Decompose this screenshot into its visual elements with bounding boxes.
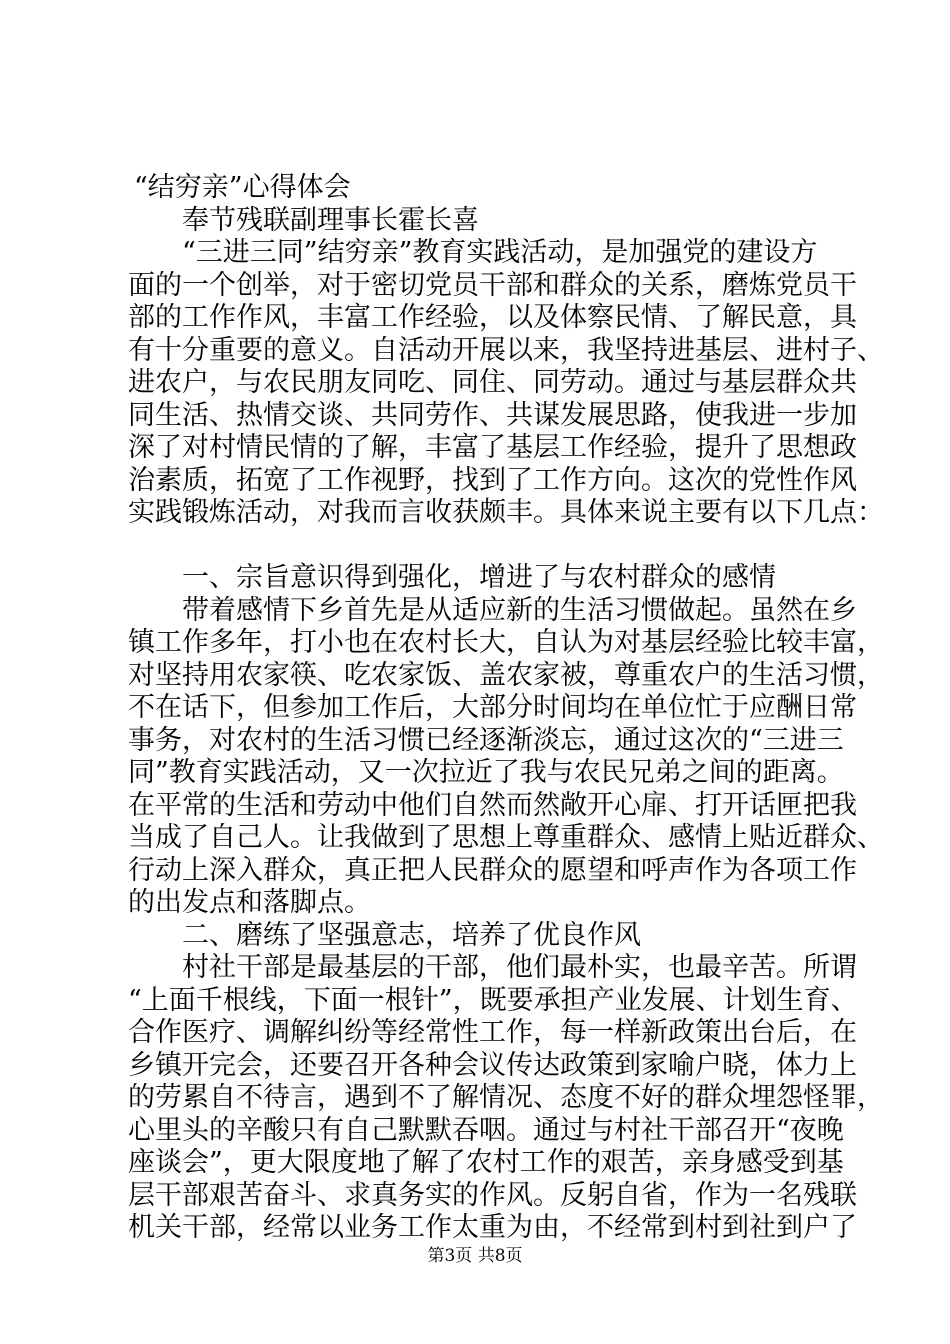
paragraph-line: 同生活、热情交谈、共同劳作、共谋发展思路，使我进一步加 (128, 399, 857, 431)
paragraph-line: 面的一个创举，对于密切党员干部和群众的关系，磨炼党员干 (128, 269, 857, 301)
paragraph-line: 对坚持用农家筷、吃农家饭、盖农家被，尊重农户的生活习惯， (128, 659, 884, 691)
paragraph-line: 部的工作作风，丰富工作经验，以及体察民情、了解民意，具 (128, 302, 857, 333)
paragraph-line: 的出发点和落脚点。 (128, 887, 371, 918)
document-title: “结穷亲”心得体会 (134, 172, 351, 203)
section-heading-1: 一、宗旨意识得到强化，增进了与农村群众的感情 (182, 562, 776, 593)
paragraph-line: 带着感情下乡首先是从适应新的生活习惯做起。虽然在乡 (182, 594, 857, 626)
paragraph-line: 座谈会”，更大限度地了解了农村工作的艰苦，亲身感受到基 (128, 1147, 844, 1178)
paragraph-line: “三进三同”结穷亲”教育实践活动，是加强党的建设方 (182, 237, 818, 268)
paragraph-line: 镇工作多年，打小也在农村长大，自认为对基层经验比较丰富， (128, 627, 884, 658)
paragraph-line: 深了对村情民情的了解，丰富了基层工作经验，提升了思想政 (128, 432, 857, 463)
paragraph-line: 合作医疗、调解纠纷等经常性工作，每一样新政策出台后，在 (128, 1017, 857, 1048)
paragraph-line: 行动上深入群众，真正把人民群众的愿望和呼声作为各项工作 (128, 854, 857, 886)
paragraph-line: 不在话下，但参加工作后，大部分时间均在单位忙于应酬日常 (128, 692, 857, 723)
paragraph-line: 事务，对农村的生活习惯已经逐渐淡忘，通过这次的“三进三 (128, 724, 844, 756)
section-heading-2: 二、磨练了坚强意志，培养了优良作风 (182, 919, 641, 951)
blank-line (128, 530, 828, 563)
paragraph-line: 的劳累自不待言，遇到不了解情况、态度不好的群众埋怨怪罪， (128, 1082, 884, 1113)
paragraph-line: 当成了自己人。让我做到了思想上尊重群众、感情上贴近群众、 (128, 822, 884, 853)
paragraph-line: 层干部艰苦奋斗、求真务实的作风。反躬自省，作为一名残联 (128, 1179, 857, 1211)
paragraph-line: 村社干部是最基层的干部，他们最朴实，也最辛苦。所谓 (182, 952, 857, 983)
document-author: 奉节残联副理事长霍长喜 (182, 204, 479, 236)
paragraph-line: 进农户，与农民朋友同吃、同住、同劳动。通过与基层群众共 (128, 367, 857, 398)
paragraph-line: 有十分重要的意义。自活动开展以来，我坚持进基层、进村子、 (128, 334, 884, 366)
paragraph-line: 实践锻炼活动，对我而言收获颇丰。具体来说主要有以下几点： (128, 497, 884, 528)
paragraph-line: 心里头的辛酸只有自己默默吞咽。通过与村社干部召开“夜晚 (128, 1114, 844, 1146)
paragraph-line: 治素质，拓宽了工作视野，找到了工作方向。这次的党性作风 (128, 464, 857, 496)
paragraph-line: “上面千根线，下面一根针”，既要承担产业发展、计划生育、 (128, 984, 858, 1016)
paragraph-line: 同”教育实践活动，又一次拉近了我与农民兄弟之间的距离。 (128, 757, 844, 788)
paragraph-line: 机关干部，经常以业务工作太重为由，不经常到村到社到户了 (128, 1212, 857, 1243)
paragraph-line: 在平常的生活和劳动中他们自然而然敞开心扉、打开话匣把我 (128, 789, 857, 821)
document-body (128, 172, 884, 1245)
paragraph-line: 乡镇开完会，还要召开各种会议传达政策到家喻户晓，体力上 (128, 1049, 857, 1081)
page-number-footer: 第3页 共8页 (427, 1246, 523, 1266)
